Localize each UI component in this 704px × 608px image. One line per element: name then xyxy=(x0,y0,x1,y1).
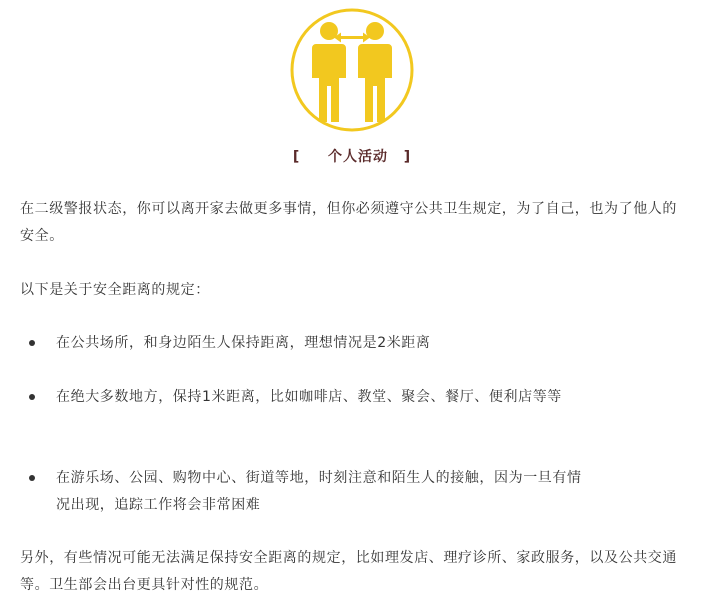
section-heading xyxy=(0,146,704,166)
bullet-dot xyxy=(29,475,35,481)
social-distance-icon xyxy=(290,8,414,132)
intro-paragraph: 在二级警报状态，你可以离开家去做更多事情，但你必须遵守公共卫生规定，为了自己，也为了他人的安全。 xyxy=(20,201,677,244)
list-item: 在绝大多数地方，保持1米距离，比如咖啡店、教堂、聚会、餐厅、便利店等等 xyxy=(56,389,562,405)
bullet-dot xyxy=(29,394,35,400)
closing-paragraph: 另外，有些情况可能无法满足保持安全距离的规定，比如理发店、理疗诊所、家政服务，以及公共交通等。卫生部会出台更具针对性的规范。 xyxy=(20,550,677,593)
list-item: 在公共场所，和身边陌生人保持距离，理想情况是2米距离 xyxy=(56,335,431,351)
rules-title: 以下是关于安全距离的规定： xyxy=(20,282,210,298)
icon-ring xyxy=(292,10,412,130)
heading-bracket-open: [ xyxy=(292,149,301,165)
heading-text: 个人活动 xyxy=(328,149,388,165)
bullet-dot xyxy=(29,340,35,346)
heading-bracket-close: ] xyxy=(403,149,412,165)
list-item: 在游乐场、公园、购物中心、街道等地，时刻注意和陌生人的接触，因为一旦有情况出现，追踪工作将会非常困难 xyxy=(56,470,582,513)
